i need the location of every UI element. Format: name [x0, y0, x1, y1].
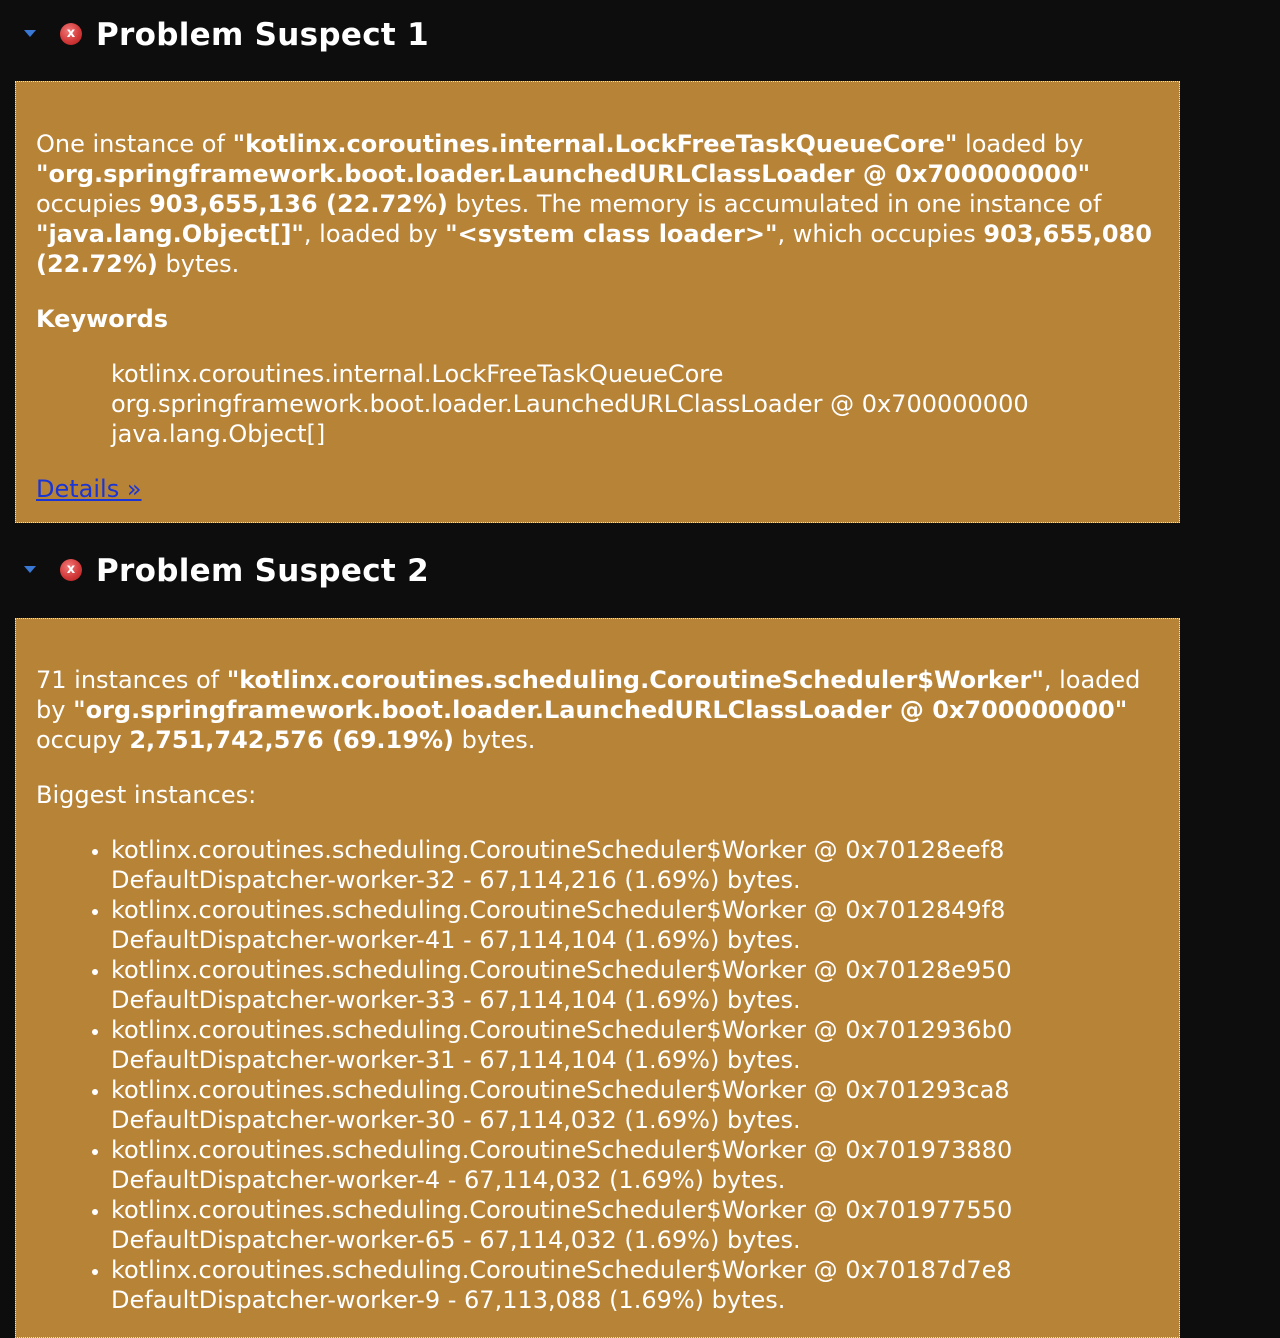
error-icon: x	[60, 559, 82, 581]
suspect-2-title: Problem Suspect 2	[96, 553, 429, 589]
instance-item: • kotlinx.coroutines.scheduling.CoroutineScheduler$Worker @ 0x701977550 DefaultDispatcher-worker-65 - 67,114,032 (1.69%) bytes.	[111, 1195, 1159, 1255]
keyword-item: kotlinx.coroutines.internal.LockFreeTaskQueueCore	[111, 360, 724, 388]
suspect-2-description: 71 instances of "kotlinx.coroutines.scheduling.CoroutineScheduler$Worker", loaded by "org.springframework.boot.loader.LaunchedURLClassLoader @ 0x700000000" occupy 2,751,742,576 (69.19%) bytes.	[36, 666, 1141, 754]
chevron-down-icon[interactable]	[24, 566, 36, 573]
suspect-1-panel	[15, 81, 1180, 523]
details-link[interactable]: Details »	[36, 475, 142, 503]
error-icon: x	[60, 23, 82, 45]
suspect-1-title: Problem Suspect 1	[96, 17, 429, 53]
biggest-instances-list	[36, 835, 1159, 1315]
instance-item: • kotlinx.coroutines.scheduling.CoroutineScheduler$Worker @ 0x70128e950 DefaultDispatcher-worker-33 - 67,114,104 (1.69%) bytes.	[111, 955, 1159, 1015]
biggest-instances-heading: Biggest instances:	[36, 781, 257, 809]
suspect-1-description: One instance of "kotlinx.coroutines.internal.LockFreeTaskQueueCore" loaded by "org.springframework.boot.loader.LaunchedURLClassLoader @ 0x700000000" occupies 903,655,136 (22.72%) bytes. The memory is accumulated in one instance of "java.lang.Object[]", loaded by "<system class loader>", which occupies 903,655,080 (22.72%) bytes.	[36, 130, 1152, 278]
instance-item: • kotlinx.coroutines.scheduling.CoroutineScheduler$Worker @ 0x7012849f8 DefaultDispatcher-worker-41 - 67,114,104 (1.69%) bytes.	[111, 895, 1159, 955]
instance-item: • kotlinx.coroutines.scheduling.CoroutineScheduler$Worker @ 0x701973880 DefaultDispatcher-worker-4 - 67,114,032 (1.69%) bytes.	[111, 1135, 1159, 1195]
chevron-down-icon[interactable]	[24, 30, 36, 37]
keyword-item: org.springframework.boot.loader.LaunchedURLClassLoader @ 0x700000000	[111, 390, 1029, 418]
keyword-item: java.lang.Object[]	[111, 420, 326, 448]
keywords-list	[36, 359, 1159, 449]
instance-item: • kotlinx.coroutines.scheduling.CoroutineScheduler$Worker @ 0x7012936b0 DefaultDispatcher-worker-31 - 67,114,104 (1.69%) bytes.	[111, 1015, 1159, 1075]
instance-item: • kotlinx.coroutines.scheduling.CoroutineScheduler$Worker @ 0x70128eef8 DefaultDispatcher-worker-32 - 67,114,216 (1.69%) bytes.	[111, 835, 1159, 895]
instance-item: • kotlinx.coroutines.scheduling.CoroutineScheduler$Worker @ 0x701293ca8 DefaultDispatcher-worker-30 - 67,114,032 (1.69%) bytes.	[111, 1075, 1159, 1135]
suspect-2-panel	[15, 618, 1180, 1338]
keywords-heading: Keywords	[36, 305, 169, 333]
instance-item: • kotlinx.coroutines.scheduling.CoroutineScheduler$Worker @ 0x70187d7e8 DefaultDispatcher-worker-9 - 67,113,088 (1.69%) bytes.	[111, 1255, 1159, 1315]
